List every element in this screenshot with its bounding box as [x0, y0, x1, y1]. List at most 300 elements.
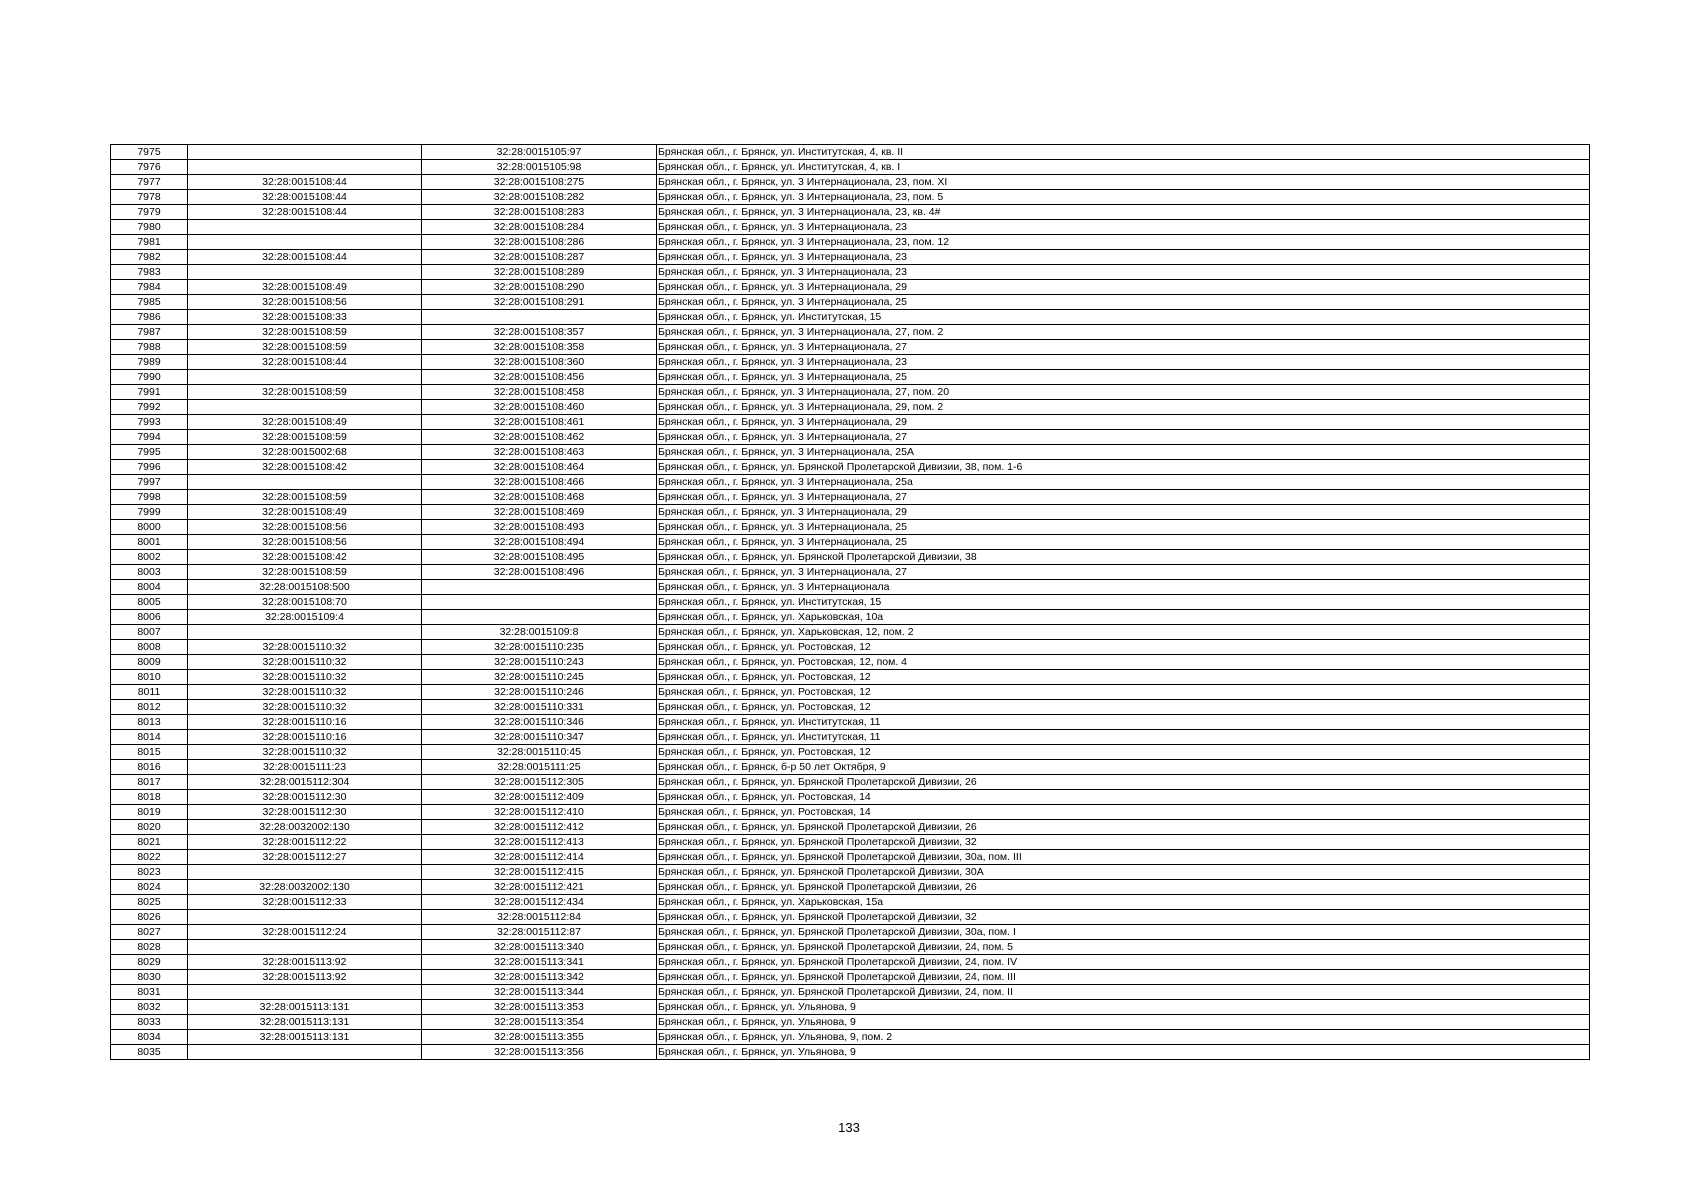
- table-row: [111, 775, 1590, 790]
- row-number-cell: 8013: [111, 715, 188, 730]
- address-cell: Брянская обл., г. Брянск, ул. Институтская, 11: [657, 730, 1590, 745]
- address-cell: Брянская обл., г. Брянск, ул. Брянской Пролетарской Дивизии, 24, пом. 5: [657, 940, 1590, 955]
- address-cell: Брянская обл., г. Брянск, ул. 3 Интернационала, 29: [657, 505, 1590, 520]
- object-cadastral-cell: 32:28:0015112:87: [422, 925, 657, 940]
- object-cadastral-cell: 32:28:0015112:415: [422, 865, 657, 880]
- address-cell: Брянская обл., г. Брянск, ул. 3 Интернационала, 23, пом. XI: [657, 175, 1590, 190]
- table-row: [111, 280, 1590, 295]
- address-cell: Брянская обл., г. Брянск, ул. 3 Интернационала, 27: [657, 430, 1590, 445]
- row-number-cell: 8025: [111, 895, 188, 910]
- object-cadastral-cell: 32:28:0015108:468: [422, 490, 657, 505]
- object-cadastral-cell: 32:28:0015108:290: [422, 280, 657, 295]
- parcel-cadastral-cell: 32:28:0015108:59: [188, 490, 422, 505]
- address-cell: Брянская обл., г. Брянск, ул. 3 Интернационала, 25: [657, 535, 1590, 550]
- address-cell: Брянская обл., г. Брянск, ул. Ростовская, 14: [657, 790, 1590, 805]
- table-row: [111, 565, 1590, 580]
- object-cadastral-cell: 32:28:0015113:353: [422, 1000, 657, 1015]
- table-row: [111, 385, 1590, 400]
- object-cadastral-cell: 32:28:0015111:25: [422, 760, 657, 775]
- row-number-cell: 8029: [111, 955, 188, 970]
- table-row: [111, 520, 1590, 535]
- address-cell: Брянская обл., г. Брянск, ул. 3 Интернационала, 23, кв. 4#: [657, 205, 1590, 220]
- parcel-cadastral-cell: 32:28:0015111:23: [188, 760, 422, 775]
- object-cadastral-cell: 32:28:0015105:97: [422, 145, 657, 160]
- table-row: [111, 640, 1590, 655]
- address-cell: Брянская обл., г. Брянск, ул. Ульянова, 9: [657, 1045, 1590, 1060]
- table-row: [111, 760, 1590, 775]
- object-cadastral-cell: 32:28:0015108:287: [422, 250, 657, 265]
- parcel-cadastral-cell: 32:28:0015108:49: [188, 280, 422, 295]
- parcel-cadastral-cell: 32:28:0015110:16: [188, 715, 422, 730]
- row-number-cell: 7982: [111, 250, 188, 265]
- row-number-cell: 7997: [111, 475, 188, 490]
- address-cell: Брянская обл., г. Брянск, ул. 3 Интернационала, 25: [657, 295, 1590, 310]
- row-number-cell: 7988: [111, 340, 188, 355]
- parcel-cadastral-cell: 32:28:0015108:44: [188, 250, 422, 265]
- parcel-cadastral-cell: 32:28:0015108:44: [188, 355, 422, 370]
- parcel-cadastral-cell: 32:28:0015108:33: [188, 310, 422, 325]
- table-row: [111, 190, 1590, 205]
- address-cell: Брянская обл., г. Брянск, ул. Ульянова, 9: [657, 1015, 1590, 1030]
- object-cadastral-cell: 32:28:0015108:464: [422, 460, 657, 475]
- row-number-cell: 7976: [111, 160, 188, 175]
- address-cell: Брянская обл., г. Брянск, ул. Брянской Пролетарской Дивизии, 32: [657, 910, 1590, 925]
- address-cell: Брянская обл., г. Брянск, ул. 3 Интернационала, 23, пом. 12: [657, 235, 1590, 250]
- parcel-cadastral-cell: 32:28:0015112:30: [188, 805, 422, 820]
- object-cadastral-cell: 32:28:0015110:331: [422, 700, 657, 715]
- table-row: [111, 205, 1590, 220]
- table-row: [111, 895, 1590, 910]
- address-cell: Брянская обл., г. Брянск, ул. Ульянова, 9, пом. 2: [657, 1030, 1590, 1045]
- object-cadastral-cell: 32:28:0015108:466: [422, 475, 657, 490]
- row-number-cell: 7987: [111, 325, 188, 340]
- table-row: [111, 445, 1590, 460]
- row-number-cell: 8019: [111, 805, 188, 820]
- parcel-cadastral-cell: 32:28:0015108:59: [188, 565, 422, 580]
- table-row: [111, 550, 1590, 565]
- address-cell: Брянская обл., г. Брянск, ул. 3 Интернационала, 25А: [657, 445, 1590, 460]
- parcel-cadastral-cell: [188, 400, 422, 415]
- row-number-cell: 8002: [111, 550, 188, 565]
- parcel-cadastral-cell: 32:28:0015112:30: [188, 790, 422, 805]
- object-cadastral-cell: 32:28:0015112:421: [422, 880, 657, 895]
- row-number-cell: 8022: [111, 850, 188, 865]
- address-cell: Брянская обл., г. Брянск, ул. Институтская, 15: [657, 310, 1590, 325]
- parcel-cadastral-cell: 32:28:0015112:24: [188, 925, 422, 940]
- object-cadastral-cell: 32:28:0015108:460: [422, 400, 657, 415]
- address-cell: Брянская обл., г. Брянск, ул. 3 Интернационала, 27, пом. 2: [657, 325, 1590, 340]
- parcel-cadastral-cell: 32:28:0015109:4: [188, 610, 422, 625]
- parcel-cadastral-cell: 32:28:0015108:56: [188, 295, 422, 310]
- row-number-cell: 7977: [111, 175, 188, 190]
- table-row: [111, 925, 1590, 940]
- object-cadastral-cell: 32:28:0015108:284: [422, 220, 657, 235]
- address-cell: Брянская обл., г. Брянск, ул. 3 Интернационала, 23: [657, 265, 1590, 280]
- parcel-cadastral-cell: 32:28:0015108:56: [188, 520, 422, 535]
- parcel-cadastral-cell: 32:28:0015108:59: [188, 385, 422, 400]
- object-cadastral-cell: 32:28:0015110:346: [422, 715, 657, 730]
- address-cell: Брянская обл., г. Брянск, ул. 3 Интернационала, 27, пом. 20: [657, 385, 1590, 400]
- object-cadastral-cell: 32:28:0015112:434: [422, 895, 657, 910]
- table-row: [111, 505, 1590, 520]
- row-number-cell: 8026: [111, 910, 188, 925]
- table-row: [111, 745, 1590, 760]
- row-number-cell: 7995: [111, 445, 188, 460]
- table-row: [111, 415, 1590, 430]
- row-number-cell: 8015: [111, 745, 188, 760]
- address-cell: Брянская обл., г. Брянск, ул. Брянской Пролетарской Дивизии, 32: [657, 835, 1590, 850]
- table-row: [111, 715, 1590, 730]
- object-cadastral-cell: 32:28:0015108:462: [422, 430, 657, 445]
- object-cadastral-cell: 32:28:0015108:494: [422, 535, 657, 550]
- address-cell: Брянская обл., г. Брянск, ул. Институтская, 4, кв. II: [657, 145, 1590, 160]
- row-number-cell: 8000: [111, 520, 188, 535]
- row-number-cell: 7978: [111, 190, 188, 205]
- object-cadastral-cell: 32:28:0015110:245: [422, 670, 657, 685]
- row-number-cell: 8034: [111, 1030, 188, 1045]
- row-number-cell: 8017: [111, 775, 188, 790]
- table-row: [111, 865, 1590, 880]
- row-number-cell: 8004: [111, 580, 188, 595]
- table-row: [111, 265, 1590, 280]
- object-cadastral-cell: [422, 580, 657, 595]
- address-cell: Брянская обл., г. Брянск, ул. 3 Интернационала, 25: [657, 520, 1590, 535]
- row-number-cell: 8001: [111, 535, 188, 550]
- table-row: [111, 160, 1590, 175]
- row-number-cell: 8027: [111, 925, 188, 940]
- object-cadastral-cell: 32:28:0015108:495: [422, 550, 657, 565]
- table-row: [111, 145, 1590, 160]
- parcel-cadastral-cell: 32:28:0015113:92: [188, 970, 422, 985]
- table-row: [111, 370, 1590, 385]
- table-row: [111, 235, 1590, 250]
- address-cell: Брянская обл., г. Брянск, ул. 3 Интернационала: [657, 580, 1590, 595]
- parcel-cadastral-cell: 32:28:0015108:49: [188, 505, 422, 520]
- row-number-cell: 7980: [111, 220, 188, 235]
- row-number-cell: 8031: [111, 985, 188, 1000]
- parcel-cadastral-cell: 32:28:0015108:59: [188, 325, 422, 340]
- table-row: [111, 400, 1590, 415]
- parcel-cadastral-cell: 32:28:0015110:32: [188, 685, 422, 700]
- object-cadastral-cell: 32:28:0015108:358: [422, 340, 657, 355]
- address-cell: Брянская обл., г. Брянск, ул. Ростовская, 14: [657, 805, 1590, 820]
- parcel-cadastral-cell: 32:28:0015108:70: [188, 595, 422, 610]
- parcel-cadastral-cell: 32:28:0015108:44: [188, 175, 422, 190]
- parcel-cadastral-cell: 32:28:0015108:44: [188, 205, 422, 220]
- parcel-cadastral-cell: 32:28:0015112:33: [188, 895, 422, 910]
- object-cadastral-cell: 32:28:0015113:341: [422, 955, 657, 970]
- address-cell: Брянская обл., г. Брянск, ул. Институтская, 4, кв. I: [657, 160, 1590, 175]
- parcel-cadastral-cell: 32:28:0015108:500: [188, 580, 422, 595]
- table-row: [111, 835, 1590, 850]
- table-row: [111, 1030, 1590, 1045]
- parcel-cadastral-cell: 32:28:0015110:32: [188, 640, 422, 655]
- row-number-cell: 8018: [111, 790, 188, 805]
- object-cadastral-cell: 32:28:0015113:354: [422, 1015, 657, 1030]
- table-row: [111, 340, 1590, 355]
- address-cell: Брянская обл., г. Брянск, ул. Брянской Пролетарской Дивизии, 26: [657, 820, 1590, 835]
- table-row: [111, 580, 1590, 595]
- table-row: [111, 475, 1590, 490]
- parcel-cadastral-cell: [188, 220, 422, 235]
- parcel-cadastral-cell: [188, 475, 422, 490]
- object-cadastral-cell: 32:28:0015108:496: [422, 565, 657, 580]
- row-number-cell: 8024: [111, 880, 188, 895]
- address-cell: Брянская обл., г. Брянск, ул. 3 Интернационала, 29: [657, 415, 1590, 430]
- row-number-cell: 8033: [111, 1015, 188, 1030]
- table-row: [111, 850, 1590, 865]
- object-cadastral-cell: 32:28:0015108:286: [422, 235, 657, 250]
- object-cadastral-cell: 32:28:0015108:360: [422, 355, 657, 370]
- table-row: [111, 1045, 1590, 1060]
- parcel-cadastral-cell: [188, 160, 422, 175]
- table-row: [111, 295, 1590, 310]
- address-cell: Брянская обл., г. Брянск, ул. Ростовская, 12: [657, 745, 1590, 760]
- row-number-cell: 7999: [111, 505, 188, 520]
- address-cell: Брянская обл., г. Брянск, ул. 3 Интернационала, 29: [657, 280, 1590, 295]
- parcel-cadastral-cell: 32:28:0015112:304: [188, 775, 422, 790]
- address-cell: Брянская обл., г. Брянск, ул. Харьковская, 12, пом. 2: [657, 625, 1590, 640]
- object-cadastral-cell: 32:28:0015108:461: [422, 415, 657, 430]
- page-number: 133: [838, 1120, 860, 1135]
- address-cell: Брянская обл., г. Брянск, ул. Брянской Пролетарской Дивизии, 38: [657, 550, 1590, 565]
- parcel-cadastral-cell: 32:28:0015002:68: [188, 445, 422, 460]
- object-cadastral-cell: 32:28:0015108:283: [422, 205, 657, 220]
- table-row: [111, 730, 1590, 745]
- row-number-cell: 8016: [111, 760, 188, 775]
- parcel-cadastral-cell: 32:28:0015113:131: [188, 1030, 422, 1045]
- object-cadastral-cell: 32:28:0015113:340: [422, 940, 657, 955]
- table-row: [111, 685, 1590, 700]
- address-cell: Брянская обл., г. Брянск, ул. Ростовская, 12: [657, 700, 1590, 715]
- table-row: [111, 175, 1590, 190]
- row-number-cell: 7991: [111, 385, 188, 400]
- row-number-cell: 8010: [111, 670, 188, 685]
- object-cadastral-cell: 32:28:0015108:357: [422, 325, 657, 340]
- parcel-cadastral-cell: 32:28:0015108:42: [188, 550, 422, 565]
- table-row: [111, 310, 1590, 325]
- object-cadastral-cell: 32:28:0015108:456: [422, 370, 657, 385]
- table-row: [111, 970, 1590, 985]
- object-cadastral-cell: 32:28:0015112:410: [422, 805, 657, 820]
- row-number-cell: 8012: [111, 700, 188, 715]
- address-cell: Брянская обл., г. Брянск, ул. 3 Интернационала, 27: [657, 565, 1590, 580]
- parcel-cadastral-cell: [188, 940, 422, 955]
- row-number-cell: 8006: [111, 610, 188, 625]
- row-number-cell: 7975: [111, 145, 188, 160]
- parcel-cadastral-cell: [188, 370, 422, 385]
- table-row: [111, 820, 1590, 835]
- row-number-cell: 8032: [111, 1000, 188, 1015]
- address-cell: Брянская обл., г. Брянск, ул. Брянской Пролетарской Дивизии, 24, пом. IV: [657, 955, 1590, 970]
- address-cell: Брянская обл., г. Брянск, б-р 50 лет Октября, 9: [657, 760, 1590, 775]
- table-row: [111, 595, 1590, 610]
- object-cadastral-cell: 32:28:0015112:409: [422, 790, 657, 805]
- registry-table-body: [111, 145, 1590, 1060]
- parcel-cadastral-cell: [188, 1045, 422, 1060]
- row-number-cell: 8020: [111, 820, 188, 835]
- row-number-cell: 8021: [111, 835, 188, 850]
- parcel-cadastral-cell: [188, 265, 422, 280]
- row-number-cell: 8023: [111, 865, 188, 880]
- table-row: [111, 790, 1590, 805]
- row-number-cell: 8030: [111, 970, 188, 985]
- address-cell: Брянская обл., г. Брянск, ул. Брянской Пролетарской Дивизии, 26: [657, 775, 1590, 790]
- parcel-cadastral-cell: 32:28:0032002:130: [188, 880, 422, 895]
- table-row: [111, 955, 1590, 970]
- address-cell: Брянская обл., г. Брянск, ул. Институтская, 15: [657, 595, 1590, 610]
- object-cadastral-cell: 32:28:0015112:413: [422, 835, 657, 850]
- object-cadastral-cell: 32:28:0015108:458: [422, 385, 657, 400]
- table-row: [111, 805, 1590, 820]
- object-cadastral-cell: 32:28:0015110:243: [422, 655, 657, 670]
- parcel-cadastral-cell: 32:28:0015110:32: [188, 700, 422, 715]
- parcel-cadastral-cell: 32:28:0015108:59: [188, 340, 422, 355]
- address-cell: Брянская обл., г. Брянск, ул. Ростовская, 12: [657, 670, 1590, 685]
- address-cell: Брянская обл., г. Брянск, ул. Брянской Пролетарской Дивизии, 30а, пом. III: [657, 850, 1590, 865]
- row-number-cell: 8028: [111, 940, 188, 955]
- parcel-cadastral-cell: 32:28:0015108:42: [188, 460, 422, 475]
- object-cadastral-cell: 32:28:0015108:289: [422, 265, 657, 280]
- address-cell: Брянская обл., г. Брянск, ул. Брянской Пролетарской Дивизии, 24, пом. III: [657, 970, 1590, 985]
- parcel-cadastral-cell: [188, 145, 422, 160]
- parcel-cadastral-cell: [188, 865, 422, 880]
- row-number-cell: 7986: [111, 310, 188, 325]
- parcel-cadastral-cell: 32:28:0015108:49: [188, 415, 422, 430]
- object-cadastral-cell: 32:28:0015110:347: [422, 730, 657, 745]
- row-number-cell: 7990: [111, 370, 188, 385]
- table-row: [111, 880, 1590, 895]
- table-row: [111, 940, 1590, 955]
- object-cadastral-cell: 32:28:0015109:8: [422, 625, 657, 640]
- registry-table: [110, 144, 1590, 1060]
- row-number-cell: 7989: [111, 355, 188, 370]
- parcel-cadastral-cell: 32:28:0015110:32: [188, 655, 422, 670]
- parcel-cadastral-cell: 32:28:0015110:32: [188, 670, 422, 685]
- address-cell: Брянская обл., г. Брянск, ул. 3 Интернационала, 23: [657, 220, 1590, 235]
- row-number-cell: 8011: [111, 685, 188, 700]
- table-row: [111, 355, 1590, 370]
- parcel-cadastral-cell: 32:28:0015108:44: [188, 190, 422, 205]
- table-row: [111, 610, 1590, 625]
- table-row: [111, 490, 1590, 505]
- parcel-cadastral-cell: [188, 910, 422, 925]
- row-number-cell: 7992: [111, 400, 188, 415]
- object-cadastral-cell: 32:28:0015108:463: [422, 445, 657, 460]
- row-number-cell: 8005: [111, 595, 188, 610]
- object-cadastral-cell: 32:28:0015113:344: [422, 985, 657, 1000]
- parcel-cadastral-cell: 32:28:0032002:130: [188, 820, 422, 835]
- address-cell: Брянская обл., г. Брянск, ул. Брянской Пролетарской Дивизии, 30А: [657, 865, 1590, 880]
- row-number-cell: 7984: [111, 280, 188, 295]
- row-number-cell: 8014: [111, 730, 188, 745]
- object-cadastral-cell: [422, 610, 657, 625]
- row-number-cell: 8007: [111, 625, 188, 640]
- table-row: [111, 1000, 1590, 1015]
- parcel-cadastral-cell: [188, 625, 422, 640]
- object-cadastral-cell: 32:28:0015108:291: [422, 295, 657, 310]
- object-cadastral-cell: 32:28:0015113:355: [422, 1030, 657, 1045]
- address-cell: Брянская обл., г. Брянск, ул. Брянской Пролетарской Дивизии, 26: [657, 880, 1590, 895]
- row-number-cell: 7996: [111, 460, 188, 475]
- address-cell: Брянская обл., г. Брянск, ул. 3 Интернационала, 25а: [657, 475, 1590, 490]
- table-row: [111, 1015, 1590, 1030]
- address-cell: Брянская обл., г. Брянск, ул. Брянской Пролетарской Дивизии, 24, пом. II: [657, 985, 1590, 1000]
- parcel-cadastral-cell: [188, 985, 422, 1000]
- table-row: [111, 535, 1590, 550]
- address-cell: Брянская обл., г. Брянск, ул. Брянской Пролетарской Дивизии, 30а, пом. I: [657, 925, 1590, 940]
- row-number-cell: 8008: [111, 640, 188, 655]
- address-cell: Брянская обл., г. Брянск, ул. Ростовская, 12, пом. 4: [657, 655, 1590, 670]
- parcel-cadastral-cell: 32:28:0015113:131: [188, 1015, 422, 1030]
- row-number-cell: 7998: [111, 490, 188, 505]
- address-cell: Брянская обл., г. Брянск, ул. Харьковская, 15а: [657, 895, 1590, 910]
- row-number-cell: 7985: [111, 295, 188, 310]
- object-cadastral-cell: 32:28:0015105:98: [422, 160, 657, 175]
- address-cell: Брянская обл., г. Брянск, ул. Институтская, 11: [657, 715, 1590, 730]
- address-cell: Брянская обл., г. Брянск, ул. Брянской Пролетарской Дивизии, 38, пом. 1-6: [657, 460, 1590, 475]
- object-cadastral-cell: 32:28:0015108:275: [422, 175, 657, 190]
- object-cadastral-cell: 32:28:0015112:414: [422, 850, 657, 865]
- address-cell: Брянская обл., г. Брянск, ул. 3 Интернационала, 29, пом. 2: [657, 400, 1590, 415]
- row-number-cell: 7994: [111, 430, 188, 445]
- table-row: [111, 910, 1590, 925]
- object-cadastral-cell: 32:28:0015110:45: [422, 745, 657, 760]
- address-cell: Брянская обл., г. Брянск, ул. 3 Интернационала, 23: [657, 355, 1590, 370]
- row-number-cell: 8003: [111, 565, 188, 580]
- object-cadastral-cell: 32:28:0015108:282: [422, 190, 657, 205]
- object-cadastral-cell: 32:28:0015110:246: [422, 685, 657, 700]
- parcel-cadastral-cell: 32:28:0015108:59: [188, 430, 422, 445]
- address-cell: Брянская обл., г. Брянск, ул. 3 Интернационала, 27: [657, 340, 1590, 355]
- row-number-cell: 8009: [111, 655, 188, 670]
- table-row: [111, 325, 1590, 340]
- row-number-cell: 7979: [111, 205, 188, 220]
- row-number-cell: 7981: [111, 235, 188, 250]
- parcel-cadastral-cell: 32:28:0015110:32: [188, 745, 422, 760]
- table-row: [111, 670, 1590, 685]
- object-cadastral-cell: 32:28:0015113:342: [422, 970, 657, 985]
- object-cadastral-cell: 32:28:0015108:493: [422, 520, 657, 535]
- address-cell: Брянская обл., г. Брянск, ул. 3 Интернационала, 23, пом. 5: [657, 190, 1590, 205]
- object-cadastral-cell: 32:28:0015110:235: [422, 640, 657, 655]
- address-cell: Брянская обл., г. Брянск, ул. Ростовская, 12: [657, 685, 1590, 700]
- parcel-cadastral-cell: 32:28:0015113:131: [188, 1000, 422, 1015]
- parcel-cadastral-cell: 32:28:0015112:27: [188, 850, 422, 865]
- object-cadastral-cell: [422, 310, 657, 325]
- table-row: [111, 625, 1590, 640]
- object-cadastral-cell: 32:28:0015112:84: [422, 910, 657, 925]
- object-cadastral-cell: 32:28:0015112:305: [422, 775, 657, 790]
- address-cell: Брянская обл., г. Брянск, ул. Ульянова, 9: [657, 1000, 1590, 1015]
- parcel-cadastral-cell: 32:28:0015112:22: [188, 835, 422, 850]
- table-row: [111, 460, 1590, 475]
- table-row: [111, 700, 1590, 715]
- address-cell: Брянская обл., г. Брянск, ул. 3 Интернационала, 23: [657, 250, 1590, 265]
- row-number-cell: 7993: [111, 415, 188, 430]
- row-number-cell: 8035: [111, 1045, 188, 1060]
- object-cadastral-cell: 32:28:0015108:469: [422, 505, 657, 520]
- table-row: [111, 655, 1590, 670]
- object-cadastral-cell: 32:28:0015112:412: [422, 820, 657, 835]
- table-row: [111, 985, 1590, 1000]
- address-cell: Брянская обл., г. Брянск, ул. 3 Интернационала, 27: [657, 490, 1590, 505]
- address-cell: Брянская обл., г. Брянск, ул. Ростовская, 12: [657, 640, 1590, 655]
- table-row: [111, 220, 1590, 235]
- object-cadastral-cell: [422, 595, 657, 610]
- parcel-cadastral-cell: 32:28:0015110:16: [188, 730, 422, 745]
- parcel-cadastral-cell: 32:28:0015113:92: [188, 955, 422, 970]
